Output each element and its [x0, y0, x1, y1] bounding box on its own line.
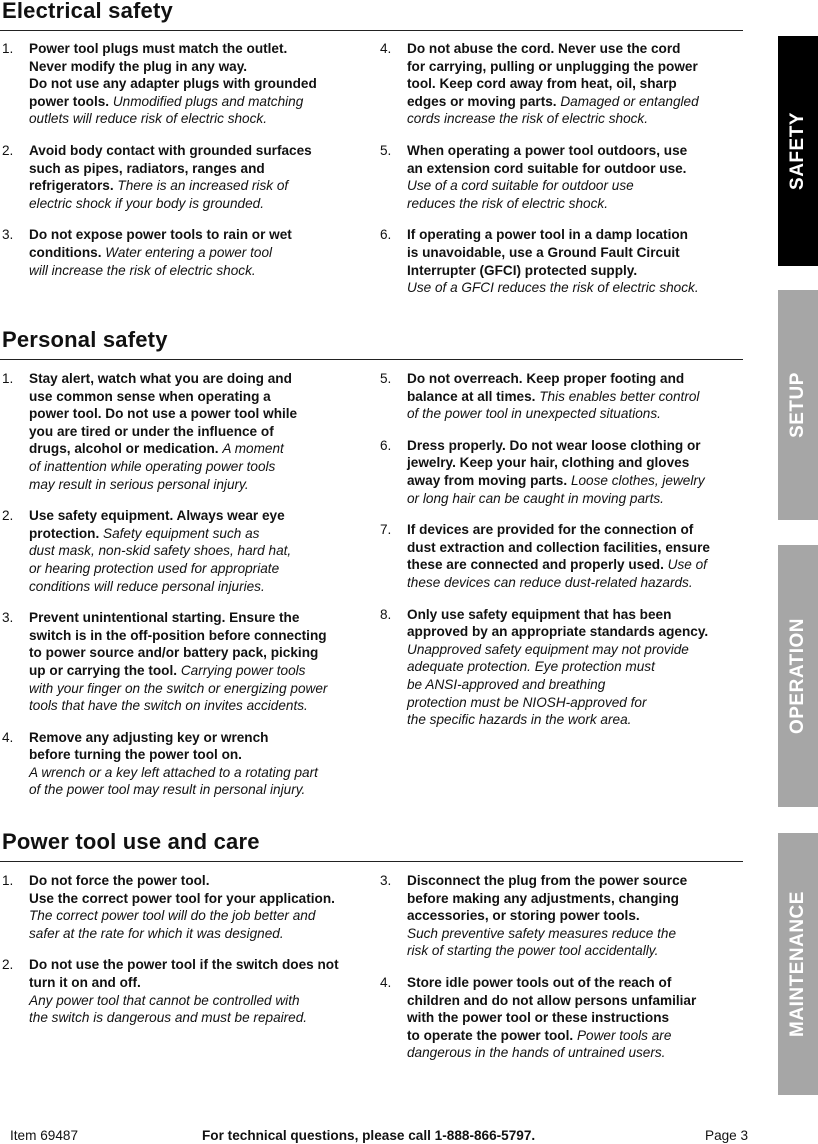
list-item	[2, 609, 364, 715]
tab-maintenance[interactable]	[778, 833, 818, 1095]
section-divider	[0, 30, 743, 31]
list-item	[380, 872, 740, 960]
item-number: 2.	[2, 508, 14, 524]
list-item	[2, 872, 364, 942]
list-item	[380, 606, 740, 729]
item-explanation: The correct power tool will do the job better and safer at the rate for which it was designed.	[29, 908, 316, 941]
footer-technical-questions: For technical questions, please call 1-888-866-5797.	[202, 1128, 536, 1143]
item-explanation: Such preventive safety measures reduce the risk of starting the power tool accidentally.	[407, 925, 677, 959]
item-explanation: Safety equipment such as dust mask, non-skid safety shoes, hard hat, or hearing protection used for appropriate conditions will reduce personal injuries.	[29, 525, 292, 594]
footer-page-number: Page 3	[705, 1128, 749, 1143]
list-item	[380, 974, 740, 1062]
tab-safety[interactable]	[778, 36, 818, 266]
tab-label: MAINTENANCE	[787, 891, 808, 1037]
item-number: 2.	[2, 142, 14, 158]
item-explanation: Use of these devices can reduce dust-related hazards.	[407, 557, 707, 590]
item-instruction: If operating a power tool in a damp location is unavoidable, use a Ground Fault Circuit Interrupter (GFCI) protected supply.	[407, 227, 688, 278]
item-instruction: Prevent unintentional starting. Ensure the switch is in the off-position before connecting to power source and/or battery pack, picking up or carrying the tool.	[29, 610, 327, 678]
list-item	[2, 729, 364, 799]
item-explanation: Unmodified plugs and matching outlets will reduce risk of electric shock.	[29, 93, 304, 127]
personal-right-column	[380, 370, 740, 743]
item-instruction: Power tool plugs must match the outlet. Never modify the plug in any way. Do not use any adapter plugs with grounded power tools.	[29, 41, 317, 109]
item-explanation: Power tools are dangerous in the hands of untrained users.	[407, 1027, 672, 1061]
item-explanation: Loose clothes, jewelry or long hair can be caught in moving parts.	[407, 472, 705, 506]
list-item	[380, 40, 740, 128]
care-right-column	[380, 872, 740, 1076]
list-item	[380, 226, 740, 296]
tab-label: OPERATION	[787, 617, 808, 735]
item-explanation: There is an increased risk of electric shock if your body is grounded.	[29, 178, 289, 211]
item-instruction: When operating a power tool outdoors, use an extension cord suitable for outdoor use.	[407, 142, 688, 176]
item-instruction: Only use safety equipment that has been approved by an appropriate standards agency.	[407, 606, 709, 640]
item-number: 5.	[380, 142, 392, 158]
item-explanation: Carrying power tools with your finger on the switch or energizing power tools that have the switch on invites accidents.	[29, 662, 328, 714]
tab-label: SETUP	[787, 372, 808, 438]
item-explanation: This enables better control of the power tool in unexpected situations.	[407, 388, 700, 422]
item-instruction: If devices are provided for the connection of dust extraction and collection facilities, ensure these are connected and properly used.	[407, 522, 710, 573]
item-number: 3.	[2, 610, 14, 626]
item-number: 6.	[380, 227, 392, 243]
list-item	[380, 521, 740, 591]
section-divider	[0, 359, 743, 360]
section-title-power-tool-use-and-care: Power tool use and care	[2, 829, 260, 854]
list-item	[380, 370, 740, 423]
section-title-electrical-safety: Electrical safety	[2, 0, 173, 23]
item-instruction: Do not use the power tool if the switch does not turn it on and off.	[29, 957, 339, 990]
list-item	[2, 956, 364, 1026]
item-instruction: Avoid body contact with grounded surfaces such as pipes, radiators, ranges and refrigerators.	[29, 142, 312, 194]
item-instruction: Do not expose power tools to rain or wet conditions.	[29, 227, 292, 260]
item-explanation: A wrench or a key left attached to a rotating part of the power tool may result in personal injury.	[29, 764, 318, 798]
item-instruction: Remove any adjusting key or wrench before turning the power tool on.	[29, 729, 269, 763]
tab-setup[interactable]	[778, 290, 818, 520]
item-explanation: Use of a cord suitable for outdoor use reduces the risk of electric shock.	[407, 178, 634, 211]
tab-operation[interactable]	[778, 545, 818, 807]
list-item	[2, 370, 364, 493]
item-explanation: Water entering a power tool will increase the risk of electric shock.	[29, 244, 273, 278]
item-number: 1.	[2, 873, 14, 888]
item-instruction: Do not overreach. Keep proper footing and balance at all times.	[407, 371, 685, 404]
list-item	[380, 437, 740, 507]
item-instruction: Do not abuse the cord. Never use the cord for carrying, pulling or unplugging the power tool. Keep cord away from heat, oil, sharp edges or moving parts.	[407, 41, 698, 109]
item-number: 4.	[380, 41, 392, 56]
item-number: 5.	[380, 371, 392, 386]
item-instruction: Stay alert, watch what you are doing and use common sense when operating a power tool. Do not use a power tool while you are tired or under the influence of drugs, alcohol or medication.	[29, 371, 298, 457]
list-item	[2, 142, 364, 212]
item-number: 1.	[2, 41, 14, 56]
item-explanation: Use of a GFCI reduces the risk of electric shock.	[407, 280, 699, 296]
item-explanation: A moment of inattention while operating power tools may result in serious personal injury.	[29, 441, 284, 492]
personal-left-column	[2, 370, 364, 813]
care-left-column	[2, 872, 364, 1041]
section-divider	[0, 861, 743, 862]
footer-item-number: Item 69487	[10, 1128, 79, 1143]
electrical-left-column	[2, 40, 364, 293]
item-explanation: Any power tool that cannot be controlled with the switch is dangerous and must be repaired.	[29, 992, 308, 1026]
item-number: 7.	[380, 522, 392, 538]
item-instruction: Use safety equipment. Always wear eye protection.	[29, 508, 285, 541]
item-explanation: Unapproved safety equipment may not provide adequate protection. Eye protection must be ANSI-approved and breathing protection must be NIOSH-approved for the specific hazards in the work area.	[407, 641, 689, 728]
item-instruction: Do not force the power tool. Use the correct power tool for your application.	[29, 873, 335, 906]
item-number: 3.	[380, 873, 392, 888]
list-item	[2, 40, 364, 128]
item-instruction: Dress properly. Do not wear loose clothing or jewelry. Keep your hair, clothing and gloves away from moving parts.	[407, 437, 701, 488]
list-item	[2, 226, 364, 279]
item-instruction: Store idle power tools out of the reach of children and do not allow persons unfamiliar with the power tool or these instructions to operate the power tool.	[407, 974, 697, 1043]
item-number: 2.	[2, 957, 14, 973]
item-number: 3.	[2, 227, 14, 243]
electrical-right-column	[380, 40, 740, 311]
item-number: 6.	[380, 437, 392, 453]
item-number: 4.	[2, 729, 14, 745]
item-number: 4.	[380, 974, 392, 990]
item-explanation: Damaged or entangled cords increase the risk of electric shock.	[407, 93, 699, 127]
item-number: 8.	[380, 606, 392, 622]
item-number: 1.	[2, 371, 14, 386]
section-title-personal-safety: Personal safety	[2, 327, 168, 352]
item-instruction: Disconnect the plug from the power source before making any adjustments, changing accessories, or storing power tools.	[407, 873, 688, 924]
list-item	[2, 507, 364, 595]
list-item	[380, 142, 740, 212]
tab-label: SAFETY	[787, 112, 808, 190]
